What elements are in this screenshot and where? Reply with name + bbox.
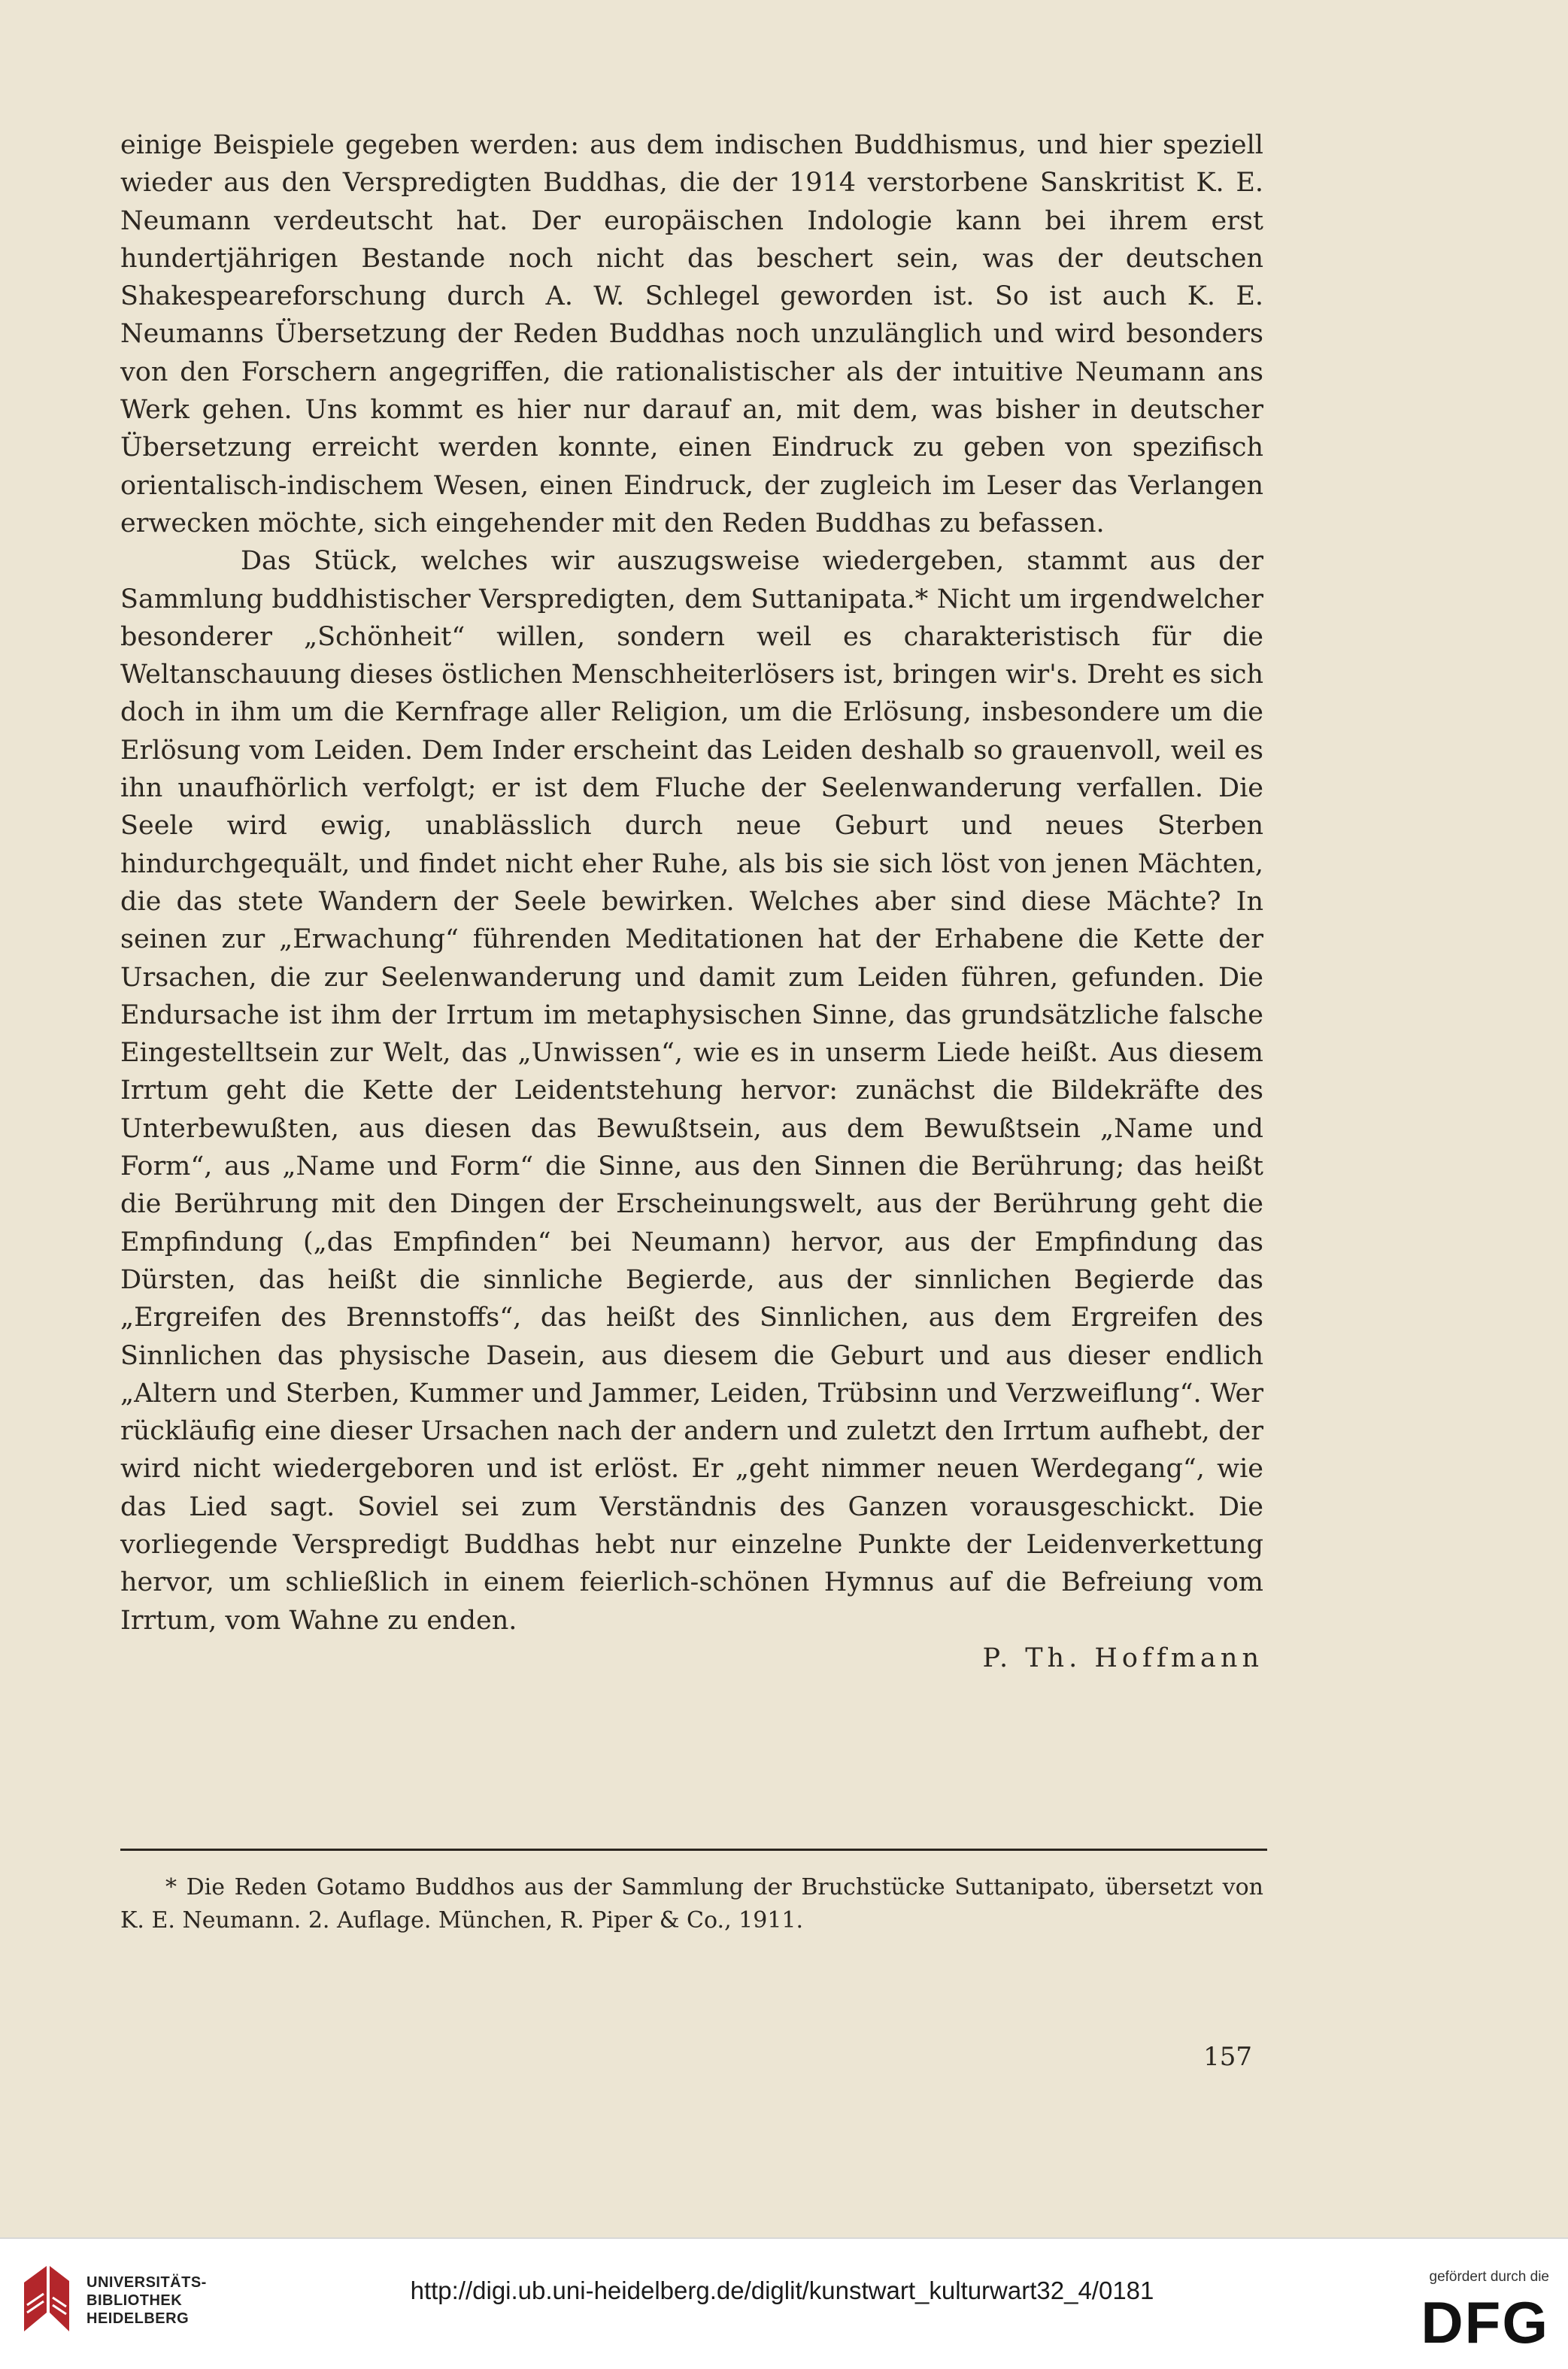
footnote-divider (120, 1849, 1267, 1851)
sponsor-caption: gefördert durch die (1429, 2269, 1549, 2285)
viewer-footer (0, 2237, 1568, 2369)
university-library-logo-icon[interactable] (17, 2260, 77, 2343)
footer-divider (0, 2237, 1568, 2239)
library-name (86, 2273, 229, 2328)
footnote: * Die Reden Gotamo Buddhos aus der Sammlung der Bruchstücke Suttanipato, übersetzt von K. E. Neumann. 2. Auflage. München, R. Piper & Co., 1911. (120, 1874, 1263, 1934)
library-name-line-1: UNIVERSITÄTS- (86, 2274, 207, 2291)
library-name-line-3: HEIDELBERG (86, 2310, 190, 2327)
article-body (120, 126, 1263, 1677)
dfg-logo[interactable]: DFG (1421, 2289, 1549, 2355)
author-signature: P. Th. Hoffmann (982, 1643, 1263, 1673)
paragraph-1: einige Beispiele gegeben werden: aus dem indischen Buddhismus, und hier speziell wieder aus den Verspredigten Buddhas, die der 1914 verstorbene Sanskritist K. E. Neumann verdeutscht hat. Der europäischen Indologie kann bei ihrem erst hundertjährigen Bestande noch nicht das beschert sein, was der deutschen Shakespeareforschung durch A. W. Schlegel geworden ist. So ist auch K. E. Neumanns Übersetzung der Reden Buddhas noch unzulänglich und wird besonders von den Forschern angegriffen, die rationalistischer als der intuitive Neumann ans Werk gehen. Uns kommt es hier nur darauf an, mit dem, was bisher in deutscher Übersetzung erreicht werden konnte, einen Eindruck zu geben von spezifisch orientalisch-indischem Wesen, einen Eindruck, der zugleich im Leser das Verlangen erwecken möchte, sich eingehender mit den Reden Buddhas zu befassen. (120, 130, 1263, 538)
library-name-line-2: BIBLIOTHEK (86, 2292, 183, 2309)
permalink-url[interactable]: http://digi.ub.uni-heidelberg.de/diglit/kunstwart_kulturwart32_4/0181 (410, 2276, 1154, 2304)
paragraph-2: Das Stück, welches wir auszugsweise wiedergeben, stammt aus der Sammlung buddhistischer Verspredigten, dem Suttanipata.* Nicht um irgendwelcher besonderer „Schönheit“ willen, sondern weil es charakteristisch für die Weltanschauung dieses östlichen Menschheiterlösers ist, bringen wir's. Dreht es sich doch in ihm um die Kernfrage aller Religion, um die Erlösung, insbesondere um die Erlösung vom Leiden. Dem Inder erscheint das Leiden deshalb so grauenvoll, weil es ihn unaufhörlich verfolgt; er ist dem Fluche der Seelenwanderung verfallen. Die Seele wird ewig, unablässlich durch neue Geburt und neues Sterben hindurchgequält, und findet nicht eher Ruhe, als bis sie sich löst von jenen Mächten, die das stete Wandern der Seele bewirken. Welches aber sind diese Mächte? In seinen zur „Erwachung“ führenden Meditationen hat der Erhabene die Kette der Ursachen, die zur Seelenwanderung und damit zum Leiden führen, gefunden. Die Endursache ist ihm der Irrtum im metaphysischen Sinne, das grundsätzliche falsche Eingestelltsein zur Welt, das „Unwissen“, wie es in unserm Liede heißt. Aus diesem Irrtum geht die Kette der Leidentstehung hervor: zunächst die Bildekräfte des Unterbewußten, aus diesen das Bewußtsein, aus dem Bewußtsein „Name und Form“, aus „Name und Form“ die Sinne, aus den Sinnen die Berührung; das heißt die Berührung mit den Dingen der Erscheinungswelt, aus der Berührung geht die Empfindung („das Empfinden“ bei Neumann) hervor, aus der Empfindung das Dürsten, das heißt die sinnliche Begierde, aus der sinnlichen Begierde das „Ergreifen des Brennstoffs“, das heißt des Sinnlichen, aus dem Ergreifen des Sinnlichen das physische Dasein, aus diesem die Geburt und aus dieser endlich „Altern und Sterben, Kummer und Jammer, Leiden, Trübsinn und Verzweiflung“. Wer rückläufig eine dieser Ursachen nach der andern und zuletzt den Irrtum aufhebt, der wird nicht wiedergeboren und ist erlöst. Er „geht nimmer neuen Werdegang“, wie das Lied sagt. Soviel sei zum Verständnis des Ganzen vorausgeschickt. Die vorliegende Verspredigt Buddhas hebt nur einzelne Punkte der Leidenverkettung hervor, um schließlich in einem feierlich-schönen Hymnus auf die Befreiung vom Irrtum, vom Wahne zu enden. (120, 546, 1263, 1636)
page-number: 157 (1203, 2042, 1252, 2072)
